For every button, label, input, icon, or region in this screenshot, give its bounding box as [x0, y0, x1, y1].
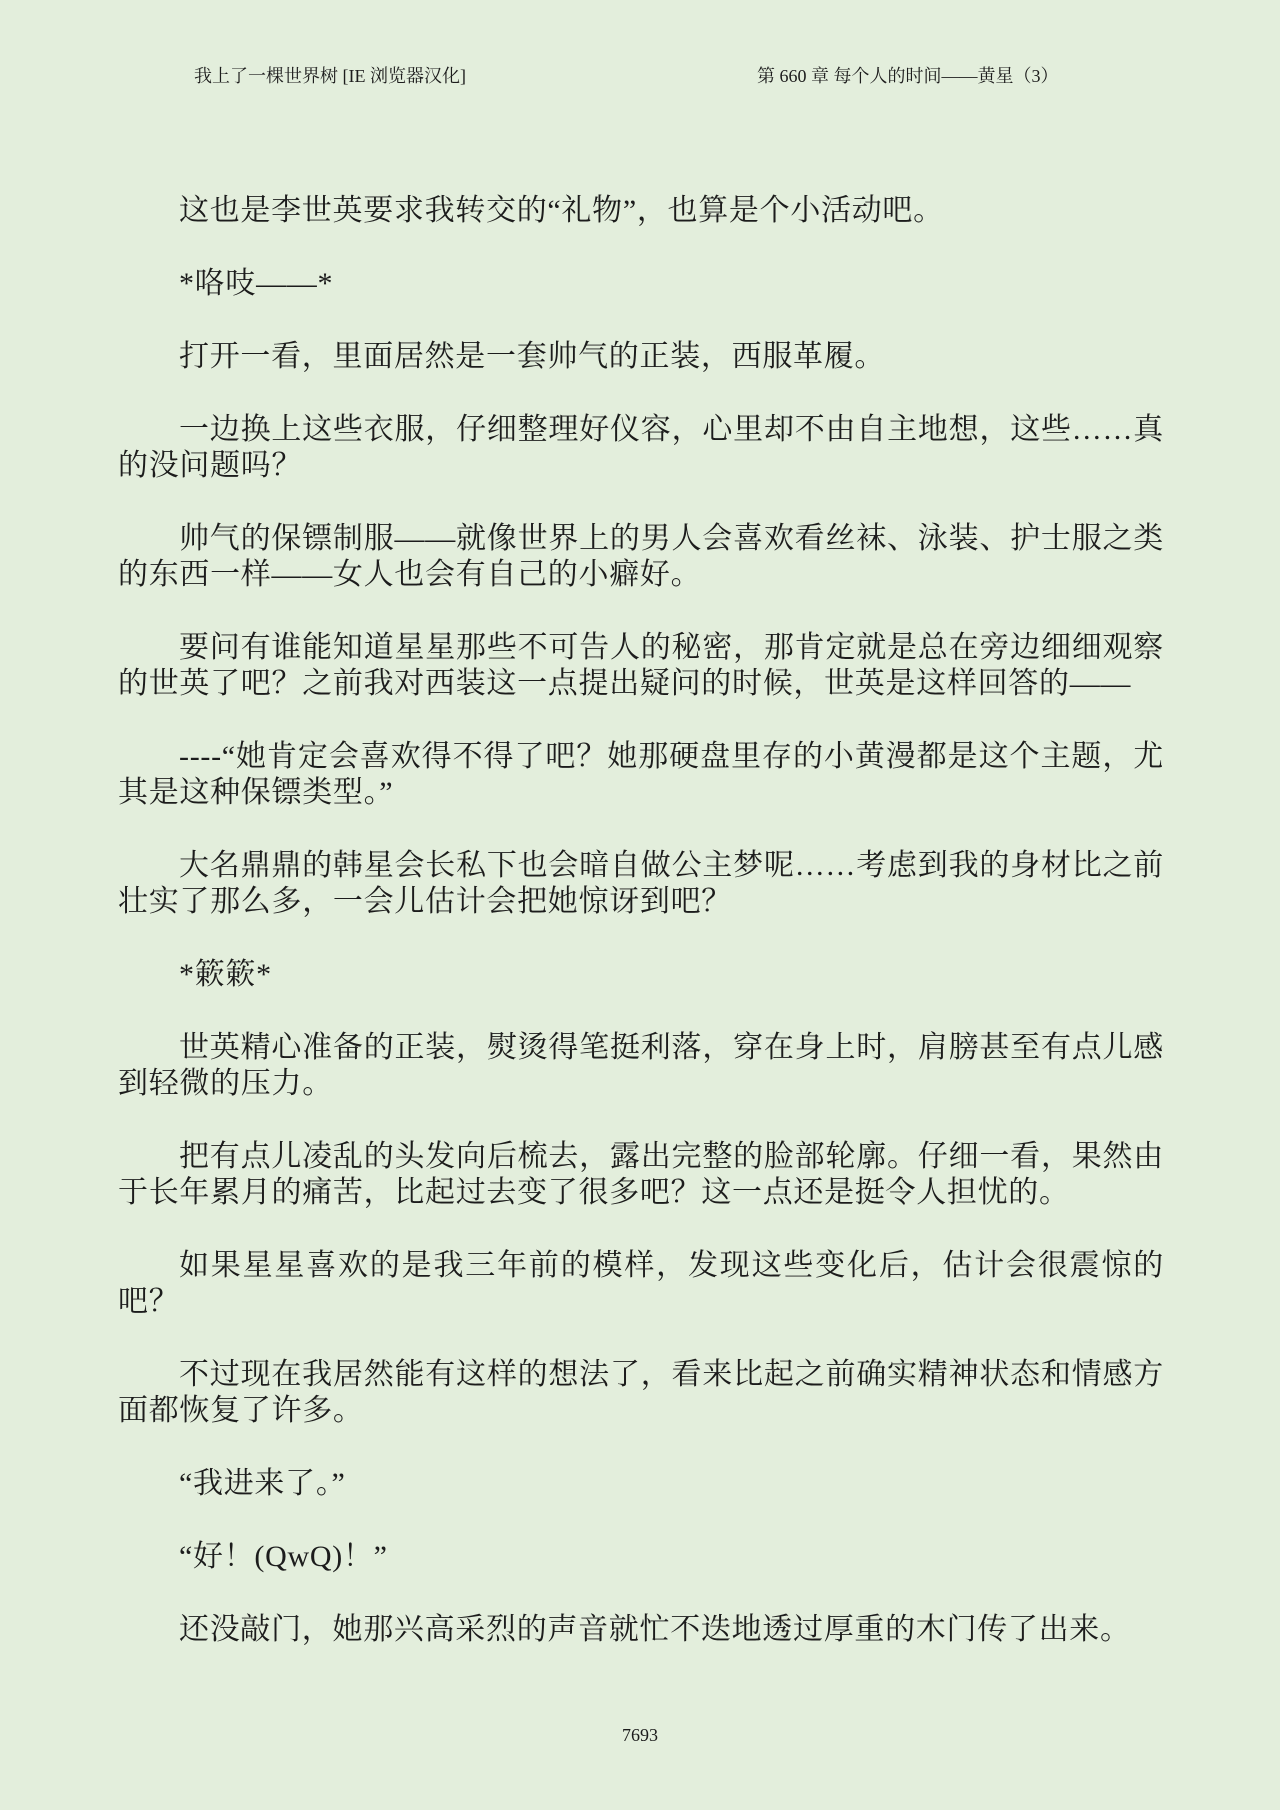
book-title-header: 我上了一棵世界树 [IE 浏览器汉化]: [194, 66, 466, 86]
paragraph: 如果星星喜欢的是我三年前的模样，发现这些变化后，估计会很震惊的吧？: [118, 1249, 1164, 1318]
paragraph: 一边换上这些衣服，仔细整理好仪容，心里却不由自主地想，这些……真的没问题吗？: [118, 413, 1164, 482]
page-number: 7693: [622, 1725, 658, 1745]
chapter-body: [118, 193, 1164, 1685]
paragraph: *咯吱——*: [179, 267, 334, 300]
paragraph: 把有点儿凌乱的头发向后梳去，露出完整的脸部轮廓。仔细一看，果然由于长年累月的痛苦，比起过去变了很多吧？这一点还是挺令人担忧的。: [118, 1140, 1164, 1209]
chapter-title-header: 第 660 章 每个人的时间——黄星（3）: [757, 66, 1059, 86]
paragraph: “我进来了。”: [179, 1467, 346, 1500]
paragraph: 大名鼎鼎的韩星会长私下也会暗自做公主梦呢……考虑到我的身材比之前壮实了那么多，一会儿估计会把她惊讶到吧？: [118, 849, 1164, 918]
paragraph: 要问有谁能知道星星那些不可告人的秘密，那肯定就是总在旁边细细观察的世英了吧？之前我对西装这一点提出疑问的时候，世英是这样回答的——: [118, 631, 1164, 700]
paragraph: ----“她肯定会喜欢得不得了吧？她那硬盘里存的小黄漫都是这个主题，尤其是这种保镖类型。”: [118, 740, 1164, 809]
paragraph: 帅气的保镖制服——就像世界上的男人会喜欢看丝袜、泳装、护士服之类的东西一样——女人也会有自己的小癖好。: [118, 522, 1164, 591]
paragraph: 不过现在我居然能有这样的想法了，看来比起之前确实精神状态和情感方面都恢复了许多。: [118, 1358, 1164, 1427]
paragraph: *簌簌*: [179, 958, 272, 991]
paragraph: 世英精心准备的正装，熨烫得笔挺利落，穿在身上时，肩膀甚至有点儿感到轻微的压力。: [118, 1031, 1164, 1100]
paragraph: “好！(QwQ)！”: [179, 1540, 388, 1573]
paragraph: 这也是李世英要求我转交的“礼物”，也算是个小活动吧。: [179, 194, 944, 227]
paragraph: 打开一看，里面居然是一套帅气的正装，西服革履。: [179, 340, 886, 373]
paragraph: 还没敲门，她那兴高采烈的声音就忙不迭地透过厚重的木门传了出来。: [179, 1613, 1131, 1646]
